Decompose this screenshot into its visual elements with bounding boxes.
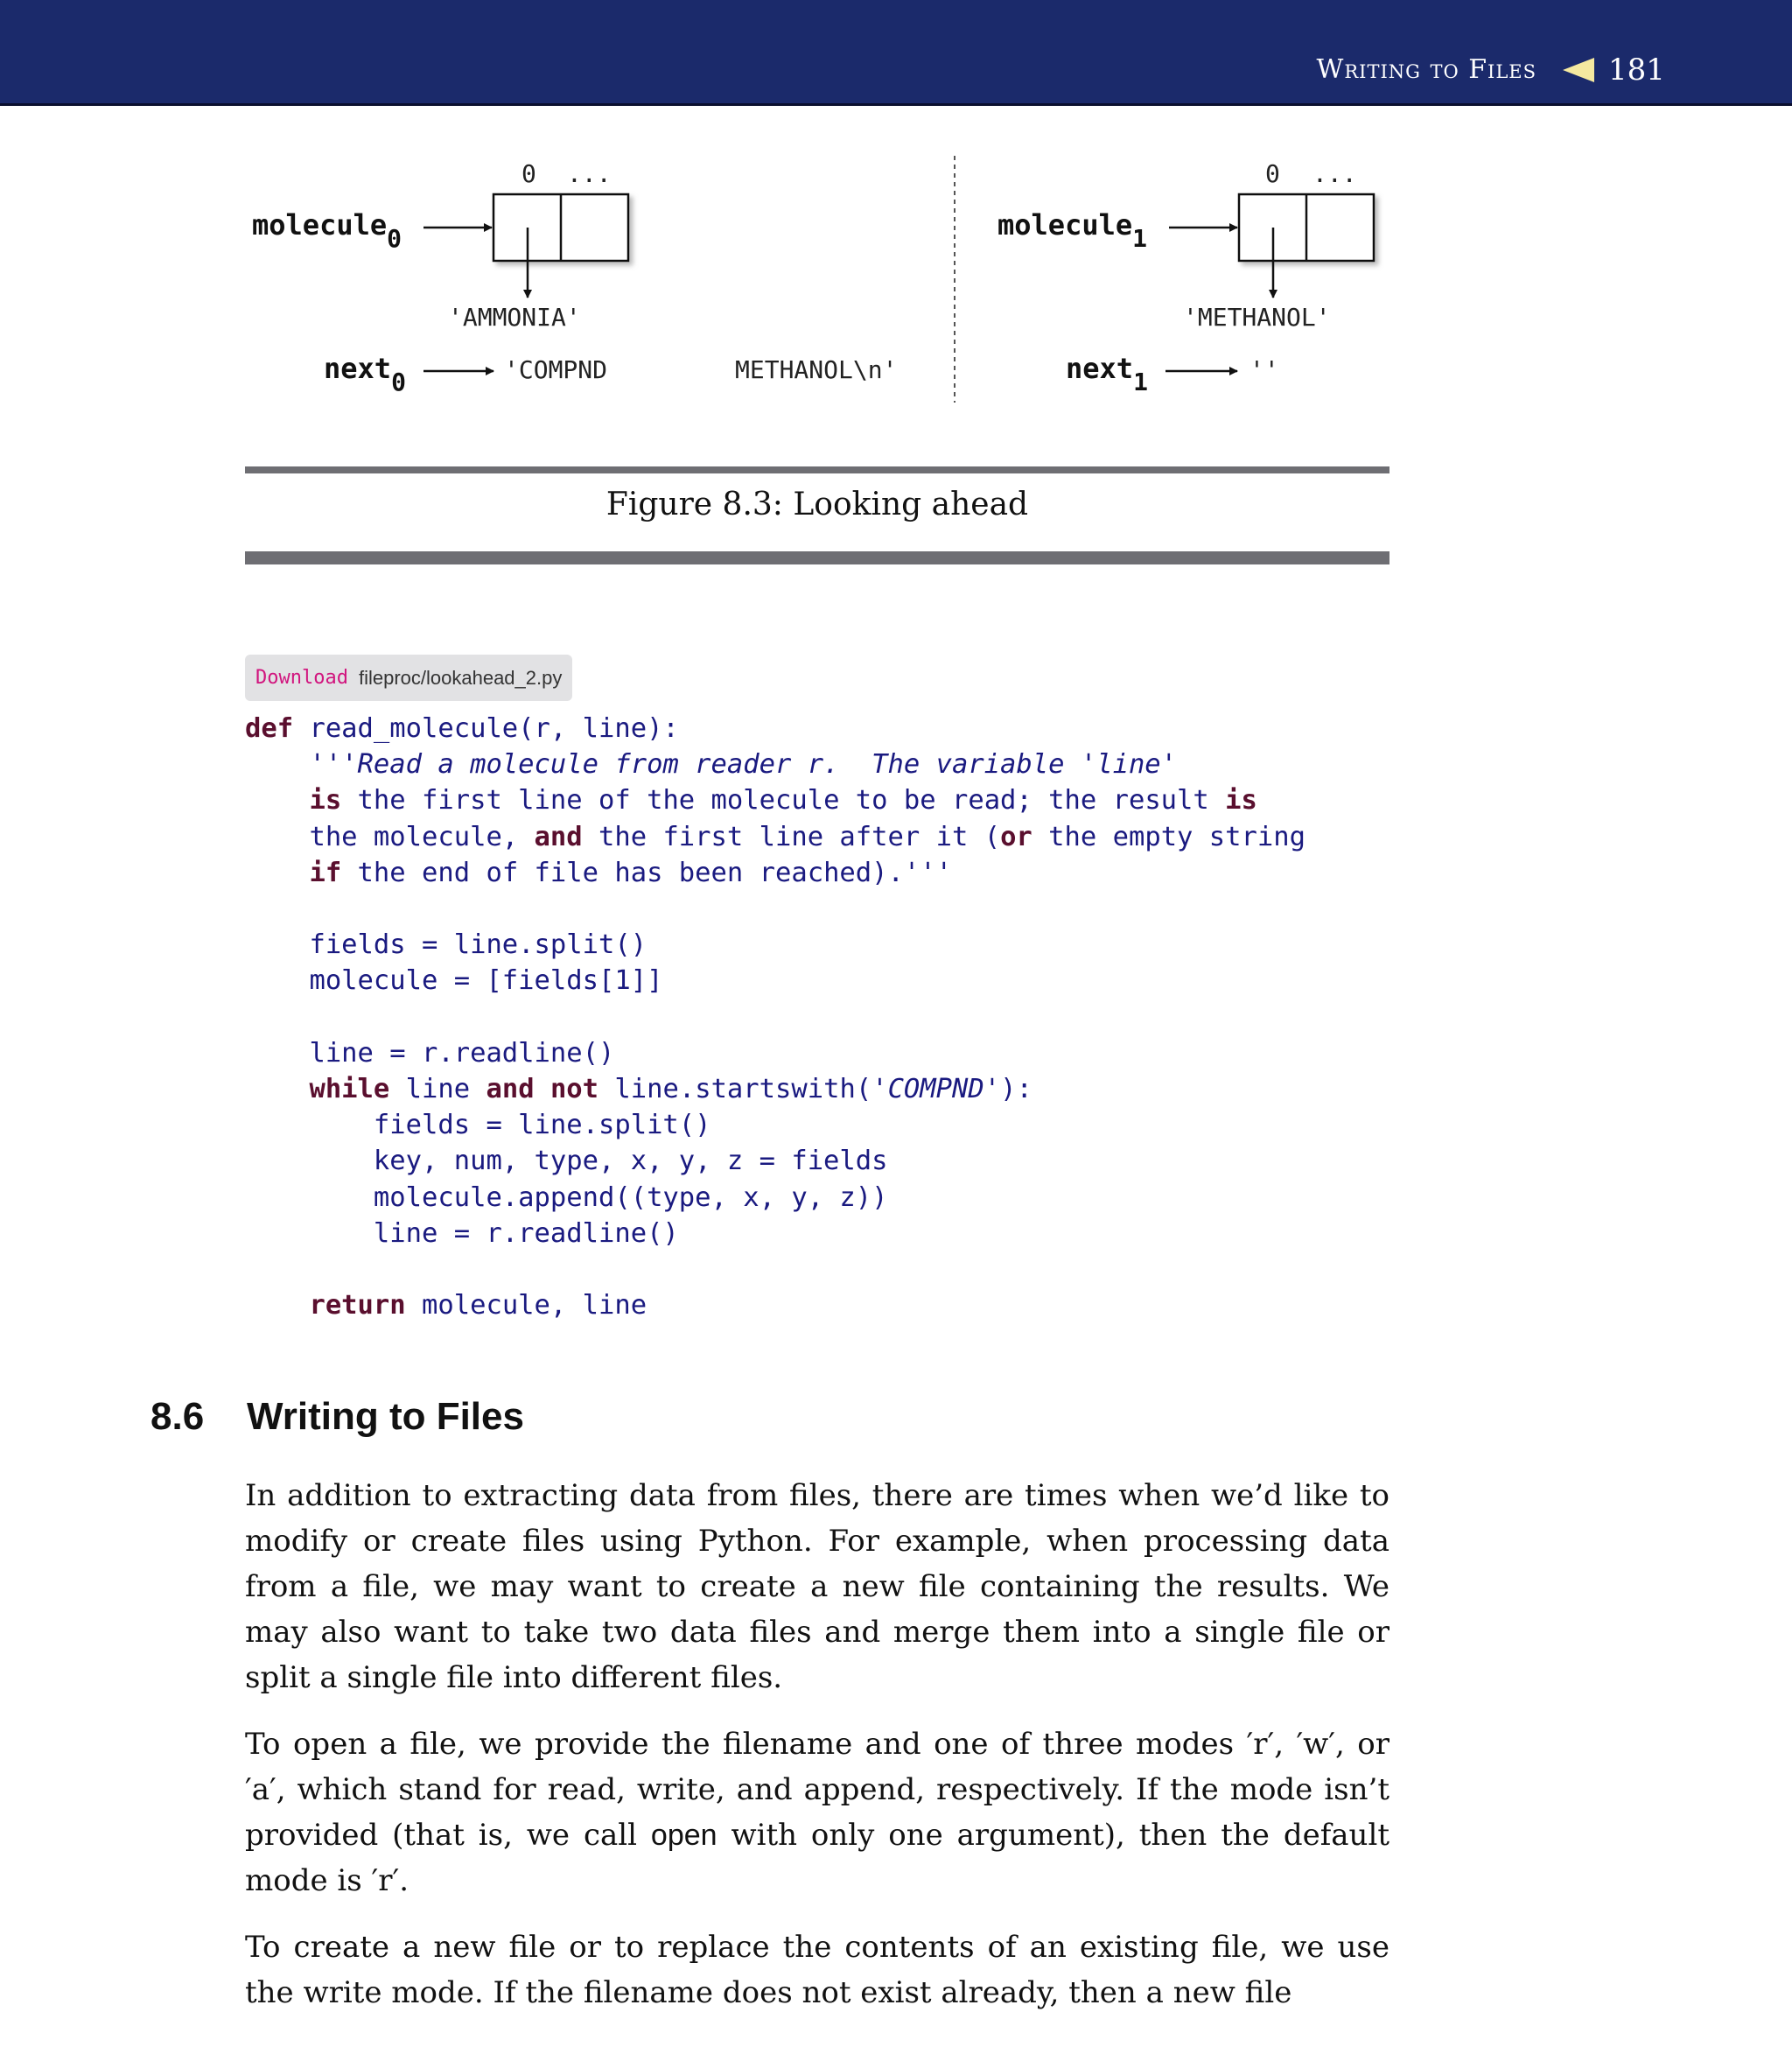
code-text: line.startswith( [598, 1074, 872, 1105]
code-keyword: and [486, 1074, 535, 1105]
code-text: read_molecule(r, line): [293, 713, 679, 744]
left-molecule-label: molecule0 [252, 208, 402, 253]
paragraph-2-text: with only one argument), then the default mode is ′r′. [245, 1818, 1390, 1898]
code-keyword: while [309, 1074, 390, 1105]
code-keyword: or [1000, 821, 1032, 852]
right-index-zero: 0 [1265, 159, 1280, 188]
code-keyword: return [309, 1290, 406, 1321]
code-text: fields = line.split() [245, 929, 648, 961]
figure-caption: Figure 8.3: Looking ahead [606, 487, 1029, 522]
download-label[interactable]: Download [256, 667, 348, 689]
code-text: molecule, line [405, 1290, 648, 1321]
download-tag[interactable] [245, 655, 572, 701]
code-text: fields = line.split() [245, 1110, 711, 1141]
code-keyword: and [534, 821, 583, 852]
right-molecule-label: molecule1 [998, 208, 1147, 253]
left-first-value: 'AMMONIA' [448, 303, 581, 332]
code-docstring: the end of file has been reached).''' [341, 857, 952, 888]
right-next-label: next1 [1066, 352, 1148, 396]
code-keyword: def [245, 713, 294, 744]
left-index-zero: 0 [522, 159, 536, 188]
code-text: ): [1000, 1074, 1032, 1105]
left-index-dots: ... [567, 159, 612, 188]
right-first-value: 'METHANOL' [1183, 303, 1331, 332]
caption-top-rule [245, 466, 1390, 473]
code-text: molecule.append((type, x, y, z)) [245, 1181, 888, 1213]
caption-bottom-rule [245, 551, 1390, 564]
code-keyword: if [309, 857, 342, 888]
left-next-value-end: METHANOL\n' [735, 355, 898, 384]
running-title: Writing to Files [1316, 54, 1536, 85]
section-title: Writing to Files [247, 1395, 524, 1438]
page-number: 181 [1608, 53, 1665, 88]
section-number: 8.6 [150, 1395, 205, 1438]
download-path[interactable]: fileproc/lookahead_2.py [358, 666, 563, 689]
code-docstring: the empty string [1032, 821, 1306, 852]
page-header [0, 0, 1792, 106]
inline-code-open: open [650, 1819, 718, 1852]
code-text: line = r.readline() [245, 1037, 615, 1069]
paragraph-3: To create a new file or to replace the contents of an existing file, we use the write mode. If the filename does not exist already, then a new file [245, 1930, 1390, 2010]
left-triangle-icon [1563, 58, 1594, 82]
code-docstring: the first line after it ( [582, 821, 1001, 852]
code-keyword: is [309, 785, 342, 817]
right-next-value: '' [1250, 355, 1279, 384]
left-next-value-start: 'COMPND [504, 355, 608, 384]
code-keyword: is [1225, 785, 1257, 817]
right-index-dots: ... [1312, 159, 1357, 188]
code-listing [245, 711, 1306, 1323]
code-docstring: the first line of the molecule to be read; the result [341, 785, 1226, 817]
paragraph-1: In addition to extracting data from files, there are times when we’d like to modify or create files using Python. For example, when processing data from a file, we may want to create a new file containing the results. We may also want to take two data files and merge them into a single file or split a single file into different files. [245, 1478, 1390, 1695]
code-keyword: not [550, 1074, 599, 1105]
code-text: molecule = [fields[1]] [245, 965, 663, 997]
code-text: line [389, 1074, 486, 1105]
section-heading [150, 1395, 524, 1439]
code-string: 'COMPND' [872, 1074, 1001, 1105]
code-text: key, num, type, x, y, z = fields [245, 1146, 888, 1177]
paragraph-2-text: To open a file, we provide the filename and one of three modes ′r′, ′w′, or ′a′, which stand for read, write, and append, respectively. If the mode isn’t provided (that is, we call [245, 1727, 1390, 1853]
figure-diagram [0, 140, 1792, 420]
code-text: line = r.readline() [245, 1217, 679, 1249]
code-docstring: the molecule, [245, 821, 535, 852]
paragraph-2 [245, 1721, 1390, 1903]
left-next-label: next0 [324, 352, 406, 396]
code-docstring: '''Read a molecule from reader r. The variable 'line' [245, 749, 1178, 781]
